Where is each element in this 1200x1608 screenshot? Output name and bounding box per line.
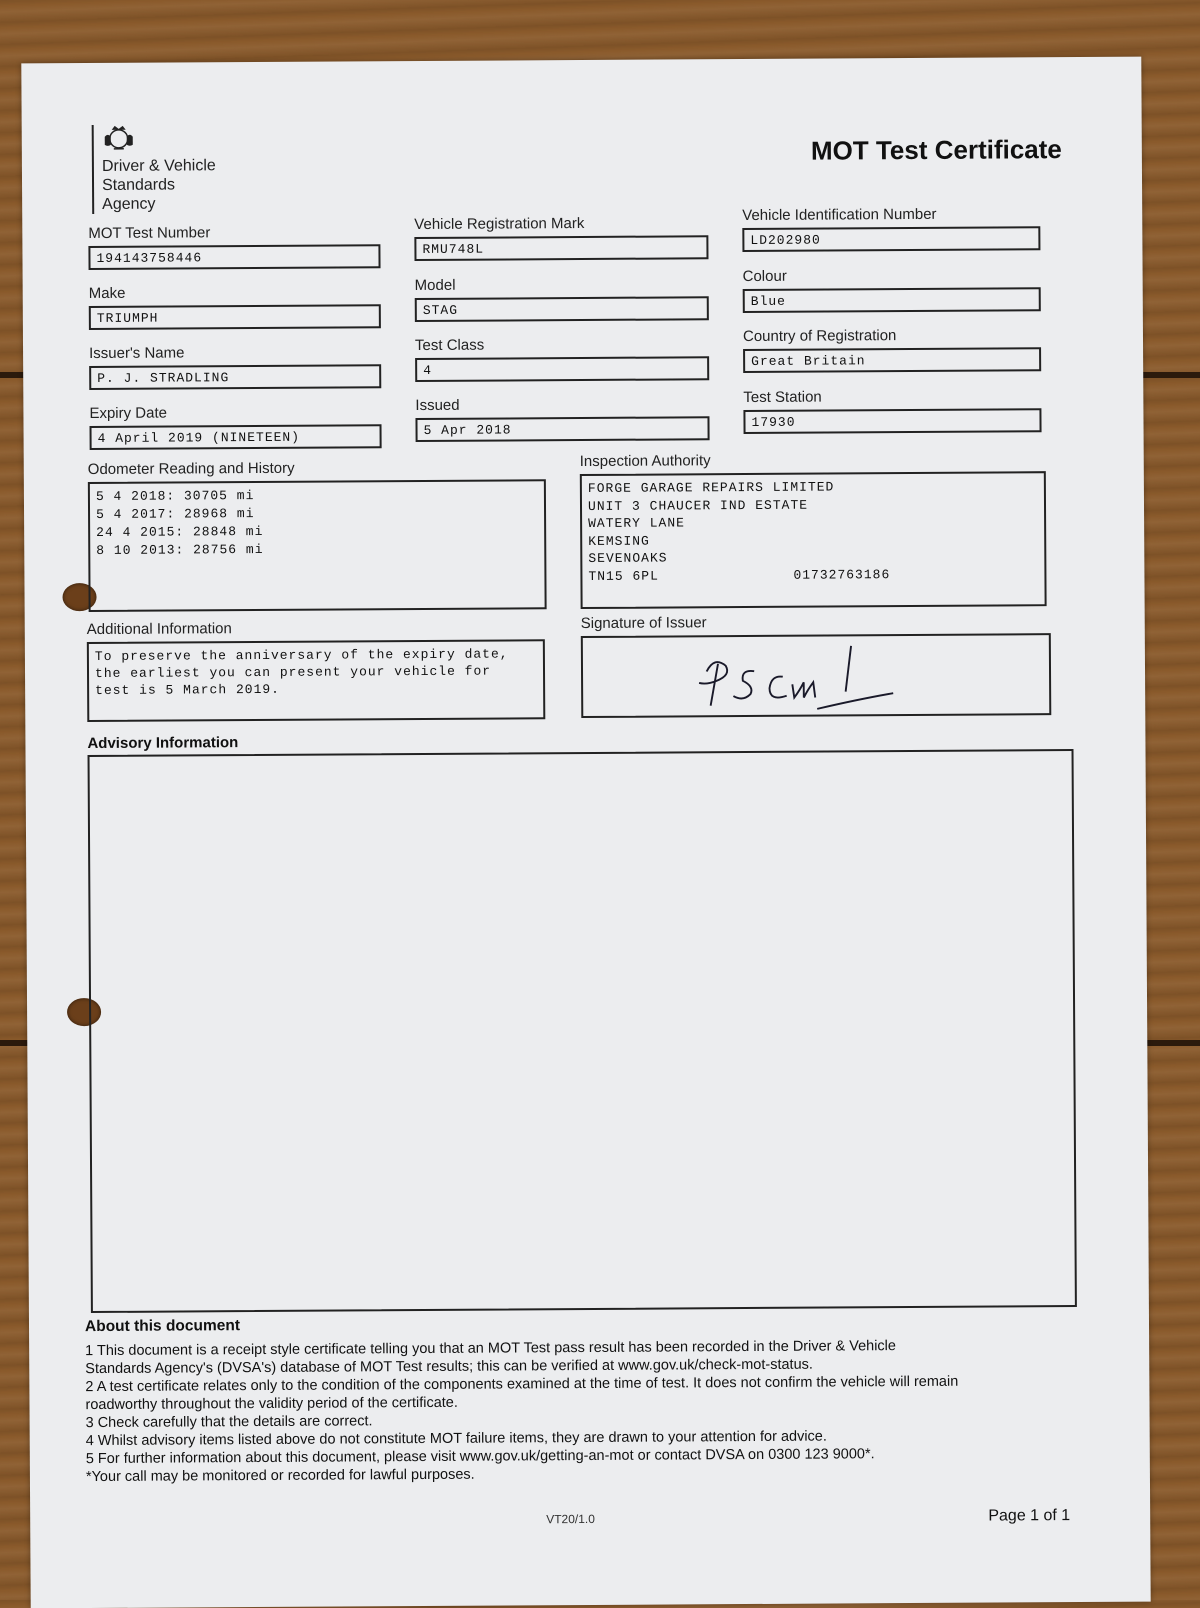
country-label: Country of Registration (742, 327, 897, 346)
issued-label: Issued (415, 396, 460, 415)
registration-label: Vehicle Registration Mark (414, 214, 585, 234)
issuer-name-value: P. J. STRADLING (89, 364, 381, 390)
expiry-date-label: Expiry Date (89, 404, 168, 423)
mot-test-number-field (88, 223, 380, 270)
about-line: 2 A test certificate relates only to the condition of the components examined at the time of test. It does not confirm the vehicle will remain (85, 1373, 959, 1396)
authority-line: SEVENOAKS (588, 550, 668, 566)
agency-line-2: Standards (101, 176, 176, 194)
vin-field (742, 205, 1040, 252)
signature-field (581, 612, 1052, 718)
about-line: 4 Whilst advisory items listed above do not constitute MOT failure items, they are drawn to your attention for advice. (85, 1428, 827, 1450)
test-class-field (415, 335, 709, 382)
country-value: Great Britain (743, 347, 1041, 373)
issued-field (415, 395, 709, 442)
authority-line: WATERY LANE (588, 515, 685, 531)
test-station-field (743, 387, 1041, 434)
about-line: Standards Agency's (DVSA's) database of MOT Test results; this can be verified at www.gov.uk/check-mot-status. (85, 1356, 813, 1378)
inspection-authority-label: Inspection Authority (579, 452, 711, 471)
odometer-history (88, 479, 547, 612)
about-line: 3 Check carefully that the details are correct. (85, 1413, 373, 1432)
about-line: 1 This document is a receipt style certificate telling you that an MOT Test pass result has been recorded in the Driver & Vehicle (85, 1338, 896, 1360)
inspection-authority-field (580, 450, 1047, 609)
page-title: MOT Test Certificate (810, 134, 1062, 166)
make-field (89, 283, 381, 330)
additional-info-text (87, 639, 545, 722)
registration-value: RMU748L (414, 235, 708, 261)
model-field (415, 275, 709, 322)
additional-info-line: To preserve the anniversary of the expiry date, (94, 646, 509, 664)
about-line: *Your call may be monitored or recorded for lawful purposes. (85, 1466, 475, 1486)
mot-test-number-label: MOT Test Number (88, 224, 211, 243)
test-station-label: Test Station (743, 388, 822, 407)
authority-line: FORGE GARAGE REPAIRS LIMITED (587, 479, 835, 496)
additional-info-line: the earliest you can present your vehicle for (94, 663, 492, 681)
colour-field (743, 266, 1041, 313)
dvsa-logo (92, 124, 216, 214)
odometer-entry: 5 4 2017: 28968 mi (96, 506, 255, 522)
model-value: STAG (415, 296, 709, 322)
test-station-value: 17930 (743, 408, 1041, 434)
authority-line: UNIT 3 CHAUCER IND ESTATE (587, 497, 809, 514)
royal-crest-icon (102, 125, 136, 153)
make-label: Make (88, 284, 126, 303)
vin-label: Vehicle Identification Number (742, 205, 937, 225)
additional-info-field (87, 618, 546, 722)
inspection-authority-address (580, 471, 1047, 609)
agency-line-1: Driver & Vehicle (101, 157, 216, 175)
colour-label: Colour (742, 267, 787, 286)
odometer-field (88, 458, 547, 612)
agency-line-3: Agency (102, 195, 156, 213)
signature-label: Signature of Issuer (580, 614, 707, 633)
model-label: Model (414, 276, 456, 295)
advisory-label: Advisory Information (87, 734, 239, 753)
about-line: roadworthy throughout the validity period of the certificate. (85, 1394, 458, 1414)
odometer-entry: 24 4 2015: 28848 mi (96, 523, 264, 540)
expiry-date-field (89, 403, 381, 450)
additional-info-label: Additional Information (86, 620, 232, 639)
country-field (743, 326, 1041, 373)
authority-phone: 01732763186 (793, 566, 891, 583)
make-value: TRIUMPH (89, 304, 381, 330)
authority-postcode-row (588, 565, 1038, 585)
form-code: VT20/1.0 (546, 1511, 595, 1527)
additional-info-line: test is 5 March 2019. (95, 681, 280, 698)
registration-field (414, 214, 708, 261)
about-section (85, 1312, 1086, 1486)
issued-value: 5 Apr 2018 (415, 416, 709, 442)
certificate-paper (21, 57, 1150, 1608)
authority-postcode: TN15 6PL (588, 568, 659, 584)
issuer-name-field (89, 343, 381, 390)
test-class-label: Test Class (414, 336, 485, 355)
issuer-name-label: Issuer's Name (89, 344, 185, 363)
odometer-label: Odometer Reading and History (87, 459, 295, 479)
authority-line: KEMSING (588, 533, 650, 549)
advisory-box (88, 749, 1077, 1313)
page-number: Page 1 of 1 (988, 1507, 1071, 1525)
signature-mark (583, 635, 1049, 716)
odometer-entry: 5 4 2018: 30705 mi (95, 488, 255, 504)
signature-box (581, 633, 1051, 718)
expiry-date-value: 4 April 2019 (NINETEEN) (90, 424, 382, 450)
test-class-value: 4 (415, 356, 709, 382)
odometer-entry: 8 10 2013: 28756 mi (96, 541, 264, 558)
about-line: 5 For further information about this document, please visit www.gov.uk/getting-an-mot or contact DVSA on 0300 123 9000*. (85, 1446, 875, 1468)
vin-value: LD202980 (742, 226, 1040, 252)
about-title: About this document (84, 1317, 241, 1336)
colour-value: Blue (743, 287, 1041, 313)
mot-test-number-value: 194143758446 (88, 244, 380, 270)
